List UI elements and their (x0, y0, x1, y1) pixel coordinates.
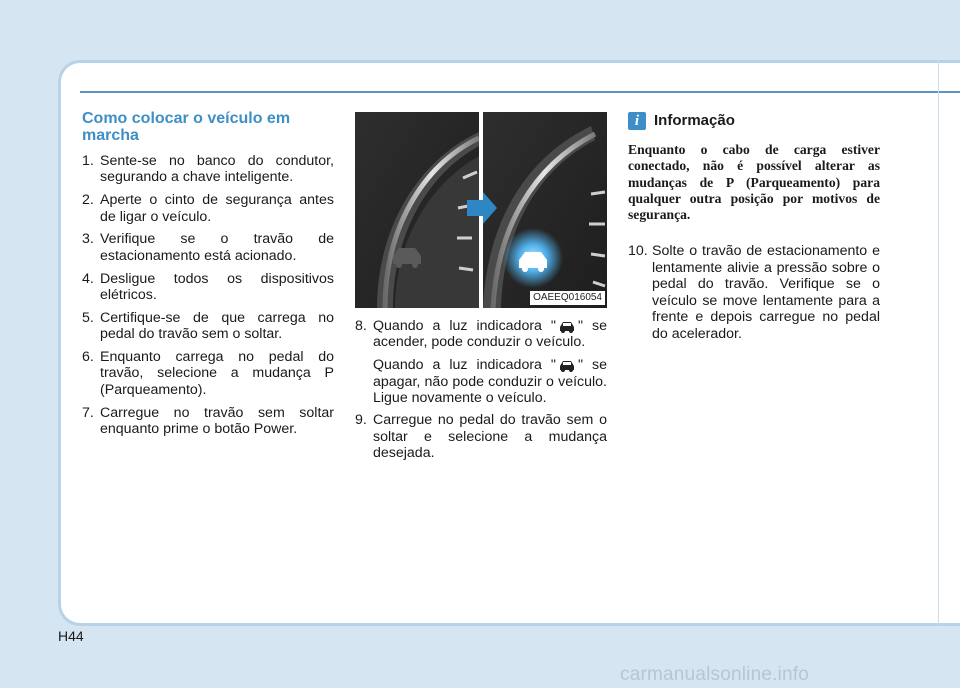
steps-list-middle-2 (355, 412, 607, 461)
page-number: H44 (58, 628, 84, 644)
car-icon (558, 319, 576, 333)
list-item: 4. Desligue todos os dispositivos elétricos. (82, 270, 334, 304)
right-column (628, 112, 880, 348)
info-title: Informação (654, 111, 735, 129)
dashboard-figure (355, 112, 607, 308)
list-item: 5. Certifique-se de que carrega no pedal do travão sem o soltar. (82, 309, 334, 343)
watermark: carmanualsonline.info (620, 664, 810, 685)
left-column (82, 110, 334, 444)
steps-list-left (82, 153, 334, 437)
margin-rule (938, 60, 939, 626)
list-item: 2. Aperte o cinto de segurança antes de ligar o veículo. (82, 192, 334, 225)
car-icon (558, 358, 576, 372)
section-title: Como colocar o veículo em marcha (82, 110, 291, 144)
info-icon: i (628, 112, 646, 130)
list-item: 8. Quando a luz indicadora " " se acender, pode conduzir o veículo. (355, 318, 607, 351)
info-header (628, 112, 880, 130)
list-item: 7. Carregue no travão sem soltar enquanto prime o botão Power. (82, 404, 334, 438)
list-item: 10. Solte o travão de estacionamento e lentamente alivie a pressão sobre o pedal do travão. Verifique se o veículo se move lentamente para a frente e depois carregue no pedal do acelerador. (628, 243, 880, 342)
steps-list-right (628, 243, 880, 341)
list-item: 1. Sente-se no banco do condutor, segurando a chave inteligente. (82, 153, 334, 186)
header-rule (80, 91, 960, 93)
list-item: 3. Verifique se o travão de estacionamento está acionado. (82, 231, 334, 264)
list-item: 9. Carregue no pedal do travão sem o soltar e selecione a mudança desejada. (355, 412, 607, 462)
figure-label: OAEEQ016054 (530, 291, 605, 305)
steps-list-middle (355, 318, 607, 351)
cluster-illustration (355, 112, 607, 308)
step8-subparagraph: Quando a luz indicadora " " se apagar, não pode conduzir o veículo. Ligue novamente o veículo. (373, 357, 607, 407)
middle-column (355, 318, 607, 468)
info-body: Enquanto o cabo de carga estiver conectado, não é possível alterar as mudanças de P (Parqueamento) para qualquer outra posição por motivos de segurança. (628, 142, 880, 223)
list-item: 6. Enquanto carrega no pedal do travão, selecione a mudança P (Parqueamento). (82, 349, 334, 398)
